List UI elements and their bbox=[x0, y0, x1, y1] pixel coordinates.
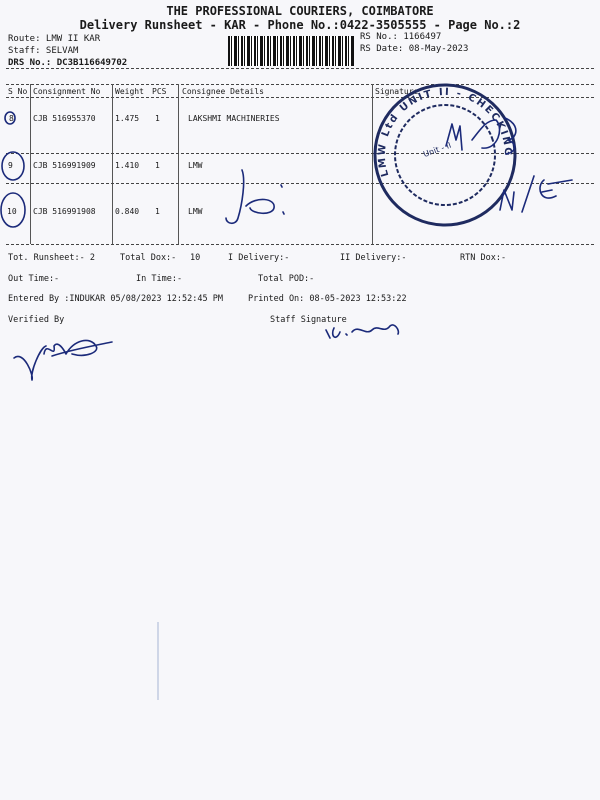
drs-number: DRS No.: DC3B116649702 bbox=[8, 58, 128, 68]
staff-signature-label: Staff Signature bbox=[270, 315, 347, 325]
printed-on: Printed On: 08-05-2023 12:53:22 bbox=[248, 294, 407, 304]
col-header-pcs: PCS bbox=[152, 87, 167, 96]
route-label: Route: LMW II KAR bbox=[8, 34, 101, 44]
row-pcs: 1 bbox=[155, 161, 160, 170]
staff-handwritten-signature bbox=[326, 325, 398, 338]
row-consignment: CJB 516991908 bbox=[33, 207, 96, 216]
out-time: Out Time:- bbox=[8, 274, 60, 284]
staff-label: Staff: SELVAM bbox=[8, 46, 79, 56]
circle-mark-row-10 bbox=[1, 193, 25, 227]
stamp-ring-text: LMW Ltd UNIT II - CHECKING bbox=[376, 86, 514, 178]
row-sno: 9 bbox=[8, 161, 13, 170]
stamp-inner-text: Unit - II bbox=[422, 140, 453, 160]
row-sno: 10 bbox=[7, 207, 17, 216]
col-header-signature: Signature bbox=[375, 87, 419, 96]
rubber-stamp bbox=[355, 65, 534, 244]
total-pod: Total POD:- bbox=[258, 274, 315, 284]
company-title: THE PROFESSIONAL COURIERS, COIMBATORE bbox=[166, 4, 434, 18]
row-weight: 1.475 bbox=[115, 114, 140, 123]
row-consignment: CJB 516991909 bbox=[33, 161, 96, 170]
row-sno: 8 bbox=[9, 114, 14, 123]
col-header-weight: Weight bbox=[115, 87, 144, 96]
i-delivery: I Delivery:- bbox=[228, 253, 290, 263]
tot-runsheet: Tot. Runsheet:- 2 bbox=[8, 253, 95, 263]
row-weight: 0.840 bbox=[115, 207, 140, 216]
total-dox-value: 10 bbox=[190, 253, 201, 263]
col-header-sno: S No bbox=[8, 87, 28, 96]
circle-mark-row-8 bbox=[5, 112, 15, 124]
runsheet-subtitle: Delivery Runsheet - KAR - Phone No.:0422-3505555 - Page No.:2 bbox=[79, 18, 521, 32]
row-consignee: LMW bbox=[188, 161, 203, 170]
verified-by-signature bbox=[14, 340, 112, 380]
in-time: In Time:- bbox=[136, 274, 183, 284]
rs-date: RS Date: 08-May-2023 bbox=[360, 44, 469, 54]
row-pcs: 1 bbox=[155, 207, 160, 216]
row-consignment: CJB 516955370 bbox=[33, 114, 96, 123]
rs-number: RS No.: 1166497 bbox=[360, 32, 442, 42]
row-consignee: LAKSHMI MACHINERIES bbox=[188, 114, 280, 123]
ii-delivery: II Delivery:- bbox=[340, 253, 407, 263]
row-pcs: 1 bbox=[155, 114, 160, 123]
rtn-dox: RTN Dox:- bbox=[460, 253, 507, 263]
row-weight: 1.410 bbox=[115, 161, 140, 170]
col-header-consignment: Consignment No bbox=[33, 87, 101, 96]
row-consignee: LMW bbox=[188, 207, 203, 216]
circle-mark-row-9 bbox=[2, 152, 24, 180]
verified-by: Verified By bbox=[8, 315, 65, 325]
entered-by: Entered By :INDUKAR 05/08/2023 12:52:45 PM bbox=[8, 294, 223, 304]
col-header-consignee: Consignee Details bbox=[182, 87, 264, 96]
delivery-scribble bbox=[226, 170, 284, 223]
total-dox-label: Total Dox:- bbox=[120, 253, 177, 263]
